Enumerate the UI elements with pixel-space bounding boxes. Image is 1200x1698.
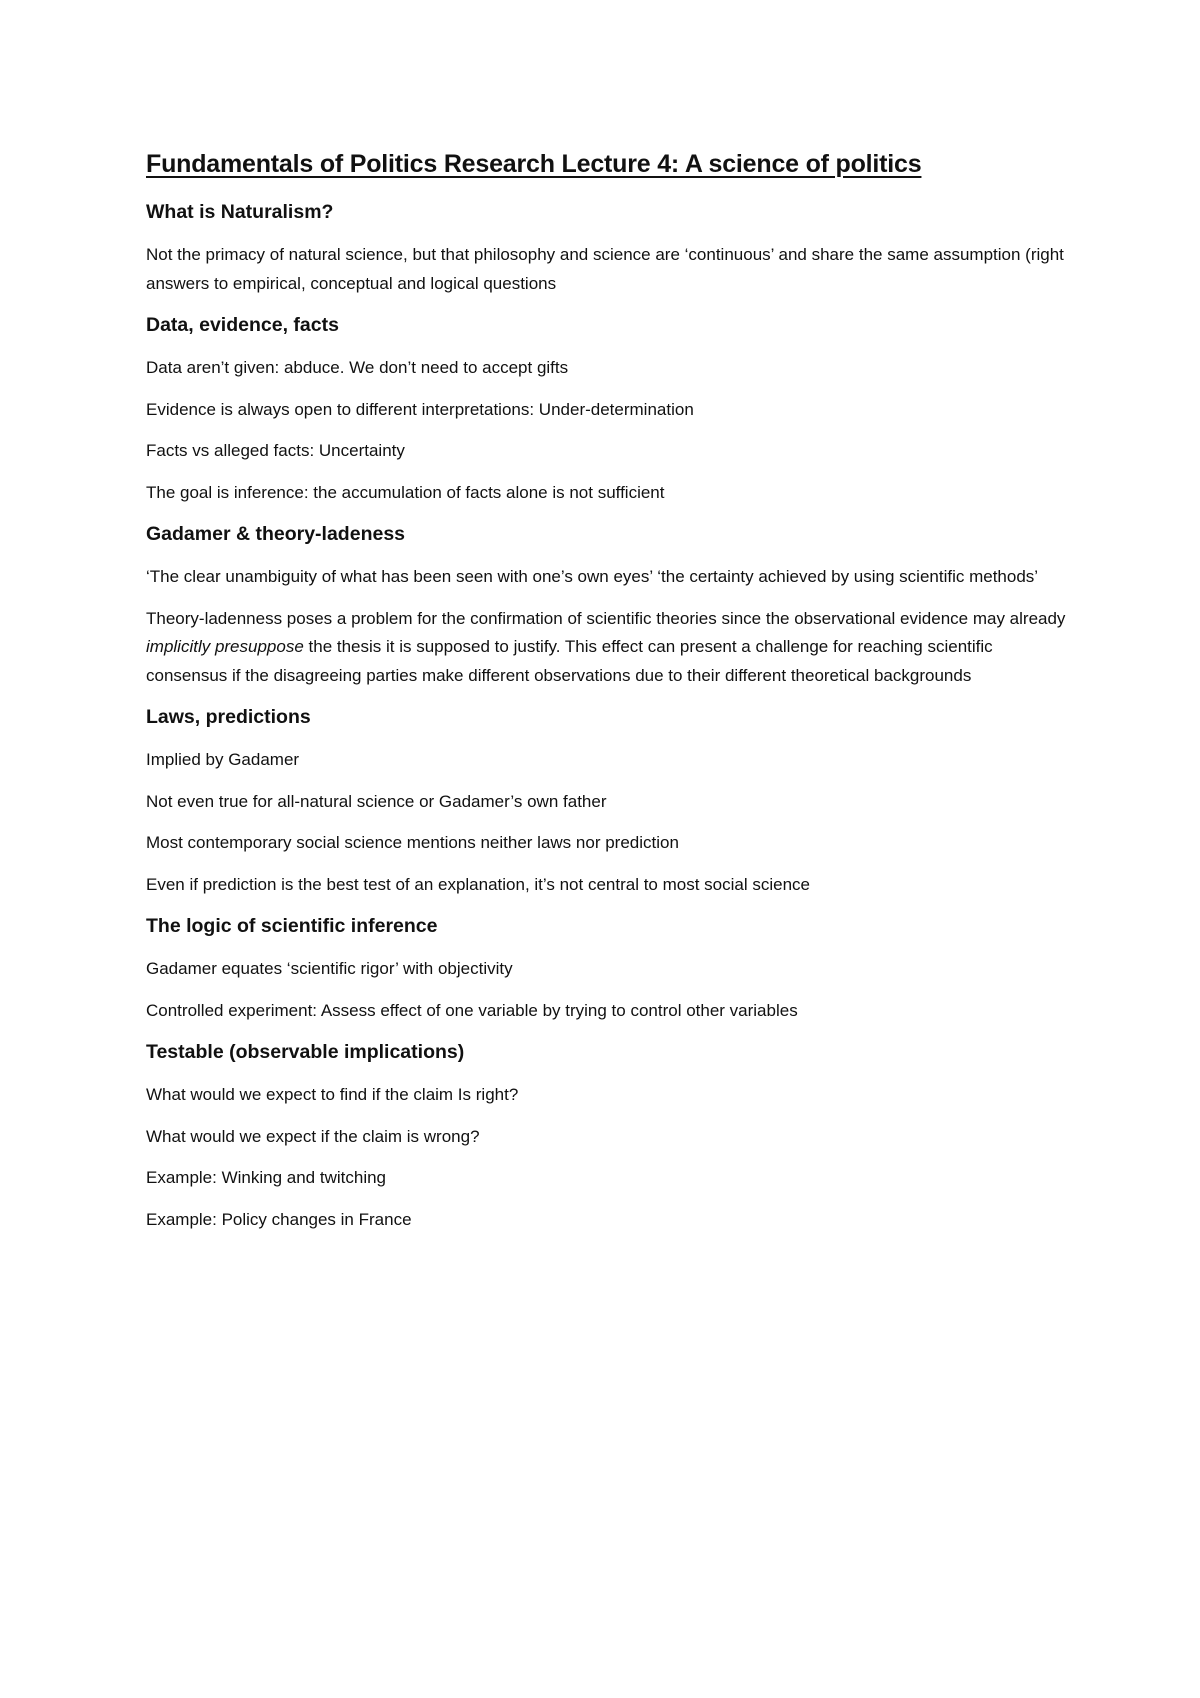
- paragraph-text: the thesis it is supposed to justify. This effect can present a challenge for reaching scientific consensus if the disagreeing parties make different observations due to their different theoretical backgrounds: [146, 637, 993, 685]
- paragraph: Gadamer equates ‘scientific rigor’ with objectivity: [146, 959, 513, 978]
- paragraph: Controlled experiment: Assess effect of one variable by trying to control other variables: [146, 1000, 798, 1020]
- document-title: Fundamentals of Politics Research Lecture 4: A science of politics: [146, 150, 922, 178]
- paragraph: Even if prediction is the best test of an explanation, it’s not central to most social science: [146, 874, 810, 894]
- paragraph: What would we expect if the claim is wrong?: [146, 1126, 480, 1146]
- paragraph: Most contemporary social science mentions neither laws nor prediction: [146, 833, 679, 852]
- document-page: [146, 150, 1076, 1250]
- paragraph: ‘The clear unambiguity of what has been seen with one’s own eyes’ ‘the certainty achieved by using scientific methods’: [146, 567, 1039, 586]
- paragraph: What would we expect to find if the claim Is right?: [146, 1085, 519, 1104]
- section-heading: Laws, predictions: [146, 706, 311, 728]
- paragraph: Not the primacy of natural science, but that philosophy and science are ‘continuous’ and share the same assumption (right answers to empirical, conceptual and logical questions: [146, 245, 1064, 293]
- emphasized-text: implicitly presuppose: [146, 637, 304, 656]
- section-testable: [146, 1041, 1076, 1234]
- paragraph: The goal is inference: the accumulation of facts alone is not sufficient: [146, 482, 665, 502]
- section-heading: Testable (observable implications): [146, 1041, 465, 1063]
- paragraph: Example: Policy changes in France: [146, 1209, 412, 1229]
- section-data-evidence-facts: [146, 314, 1076, 507]
- section-laws-predictions: [146, 706, 1076, 899]
- paragraph: Not even true for all-natural science or Gadamer’s own father: [146, 791, 607, 811]
- paragraph: Example: Winking and twitching: [146, 1168, 387, 1187]
- section-naturalism: [146, 201, 1076, 298]
- section-heading: Gadamer & theory-ladeness: [146, 523, 406, 545]
- section-heading: What is Naturalism?: [146, 201, 334, 223]
- section-gadamer-theory-ladeness: [146, 523, 1076, 690]
- paragraph: [146, 605, 1076, 691]
- paragraph-text: Theory-ladenness poses a problem for the confirmation of scientific theories since the observational evidence may already: [146, 608, 1066, 628]
- paragraph: Implied by Gadamer: [146, 750, 300, 769]
- section-heading: Data, evidence, facts: [146, 314, 339, 336]
- section-heading: The logic of scientific inference: [146, 915, 438, 937]
- paragraph: Evidence is always open to different interpretations: Under-determination: [146, 399, 694, 419]
- paragraph: Data aren’t given: abduce. We don’t need to accept gifts: [146, 358, 569, 377]
- paragraph: Facts vs alleged facts: Uncertainty: [146, 441, 405, 460]
- section-logic-of-inference: [146, 915, 1076, 1025]
